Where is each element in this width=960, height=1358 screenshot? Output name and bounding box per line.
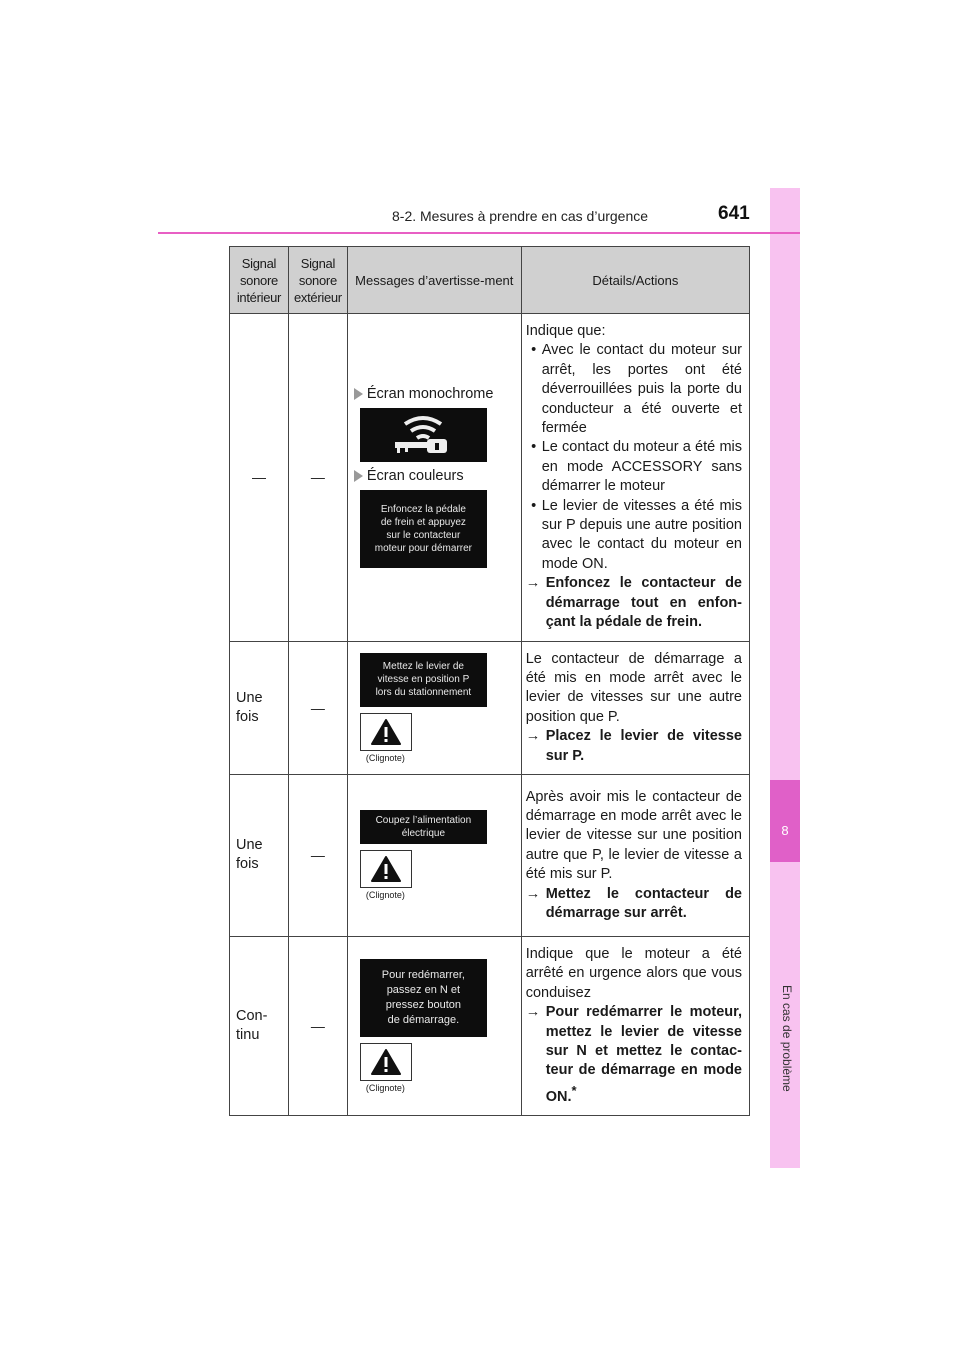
warning-triangle-icon: [370, 718, 402, 746]
chapter-number-tab: [770, 780, 800, 862]
details-bullet: [526, 438, 742, 496]
warning-triangle-icon: [370, 855, 402, 883]
message-screen-image: [360, 810, 487, 844]
messages-cell: [347, 314, 521, 642]
screen-text-line: de frein et appuyez: [380, 517, 466, 529]
action-text: Enfoncez le contacteur de démarrage tout en enfon-çant la pédale de frein.: [545, 575, 742, 631]
header-outer-line3: extérieur: [293, 289, 342, 305]
details-text: Indique que le moteur a été arrêté en urgence alors que vous conduisez: [525, 945, 742, 1001]
screen-text-line: passez en N et: [386, 983, 461, 996]
details-bullet: [526, 497, 742, 575]
details-cell: [521, 774, 749, 936]
header-inner-signal: [230, 247, 289, 314]
details-text: Après avoir mis le contacteur de démarrage en mode arrêt avec le levier de vitesse sur une position autre que P, le levier de vitesse a été mis sur P.: [525, 788, 742, 883]
table-header-row: [230, 247, 750, 314]
flashing-caption: (Clignote): [365, 1082, 405, 1093]
screen-text-line: électrique: [401, 828, 446, 840]
details-cell: [521, 314, 749, 642]
header-outer-line1: Signal: [300, 255, 336, 271]
messages-cell: [347, 936, 521, 1115]
bullet-text: Le levier de vitesses a été mis sur P depuis une autre position avec le contact du moteur en mode ON.: [541, 497, 742, 572]
inner-signal-cell: Une fois: [230, 641, 289, 774]
header-inner-line2: sonore: [239, 272, 278, 288]
page-number: 641: [718, 203, 750, 224]
smart-key-icon: [383, 412, 463, 458]
messages-cell: [347, 641, 521, 774]
warning-icon-box: [360, 713, 412, 751]
screen-text-line: pressez bouton: [385, 998, 461, 1011]
details-action: [526, 574, 742, 632]
arrow-icon: →: [525, 575, 541, 592]
mono-screen-image: [360, 408, 487, 462]
arrow-icon: →: [525, 885, 541, 902]
bullet-icon: •: [531, 342, 537, 359]
arrow-marker-icon: [354, 388, 363, 400]
warning-table: [229, 246, 750, 1116]
arrow-marker-icon: [354, 470, 363, 482]
action-text: [546, 1003, 742, 1107]
header-rule-tab: [770, 232, 800, 234]
table-row: [230, 641, 750, 774]
outer-signal-cell: —: [288, 936, 347, 1115]
screen-text-line: vitesse en position P: [377, 674, 470, 686]
header-rule: [158, 232, 770, 234]
details-action: [526, 885, 742, 924]
header-messages: Messages d’avertisse-ment: [347, 247, 521, 314]
details-intro: Indique que:: [525, 323, 606, 339]
table-row: [230, 314, 750, 642]
mono-screen-text: Écran monochrome: [366, 386, 494, 403]
bullet-icon: •: [531, 497, 537, 514]
color-screen-text: Écran couleurs: [366, 468, 464, 485]
outer-signal-cell: —: [288, 314, 347, 642]
outer-signal-cell: —: [288, 774, 347, 936]
header-inner-line3: intérieur: [236, 289, 282, 305]
header-details: Détails/Actions: [521, 247, 749, 314]
action-text: Mettez le contacteur de démarrage sur arrêt.: [545, 885, 742, 921]
warning-icon-box: [360, 1043, 412, 1081]
inner-signal-cell: —: [230, 314, 289, 642]
bullet-text: Avec le contact du moteur sur arrêt, les portes ont été déverrouillées puis la porte du conducteur a été ouverte et fermée: [541, 342, 742, 437]
chapter-number: 8: [781, 823, 789, 838]
message-screen-image: [360, 653, 487, 707]
table-row: [230, 774, 750, 936]
screen-text-line: sur le contacteur: [386, 530, 461, 542]
warning-triangle-icon: [370, 1048, 402, 1076]
screen-text-line: moteur pour démarrer: [374, 543, 472, 555]
details-text: Le contacteur de démarrage a été mis en mode arrêt avec le levier de vitesses sur une autre position que P.: [525, 650, 742, 725]
arrow-icon: →: [525, 1004, 541, 1021]
flashing-caption: (Clignote): [365, 752, 405, 763]
footnote-mark: *: [571, 1082, 577, 1098]
header-outer-line2: sonore: [298, 272, 337, 288]
screen-text-line: Enfoncez la pédale: [380, 504, 466, 516]
arrow-icon: →: [525, 728, 541, 745]
header-inner-line1: Signal: [241, 255, 277, 271]
inner-signal-cell: Con-tinu: [230, 936, 289, 1115]
details-bullet: [526, 341, 742, 438]
details-cell: [521, 641, 749, 774]
screen-text-line: Mettez le levier de: [382, 661, 464, 673]
bullet-icon: •: [531, 439, 537, 456]
messages-cell: [347, 774, 521, 936]
table-row: [230, 936, 750, 1115]
outer-signal-cell: —: [288, 641, 347, 774]
chapter-label: En cas de problème: [780, 985, 794, 1092]
details-action: [526, 1003, 742, 1107]
flashing-caption: (Clignote): [365, 890, 405, 901]
details-cell: [521, 936, 749, 1115]
message-screen-image: [360, 959, 487, 1037]
inner-signal-cell: Une fois: [230, 774, 289, 936]
screen-text-line: Coupez l’alimentation: [375, 815, 472, 827]
action-text-body: Pour redémarrer le moteur, mettez le levier de vitesse sur N et mettez le contac-teur de démarrage en mode ON.: [545, 1004, 742, 1105]
color-screen-image: [360, 490, 487, 568]
warning-icon-box: [360, 850, 412, 888]
details-action: [526, 727, 742, 766]
mono-screen-label: [354, 386, 515, 402]
action-text: Placez le levier de vitesse sur P.: [545, 728, 742, 764]
screen-text-line: de démarrage.: [387, 1013, 460, 1026]
color-screen-label: [354, 468, 515, 484]
header-outer-signal: [288, 247, 347, 314]
section-title: 8-2. Mesures à prendre en cas d’urgence: [392, 208, 649, 224]
bullet-text: Le contact du moteur a été mis en mode ACCESSORY sans démarrer le moteur: [541, 439, 742, 495]
screen-text-line: Pour redémarrer,: [381, 968, 465, 981]
screen-text-line: lors du stationnement: [375, 687, 472, 699]
